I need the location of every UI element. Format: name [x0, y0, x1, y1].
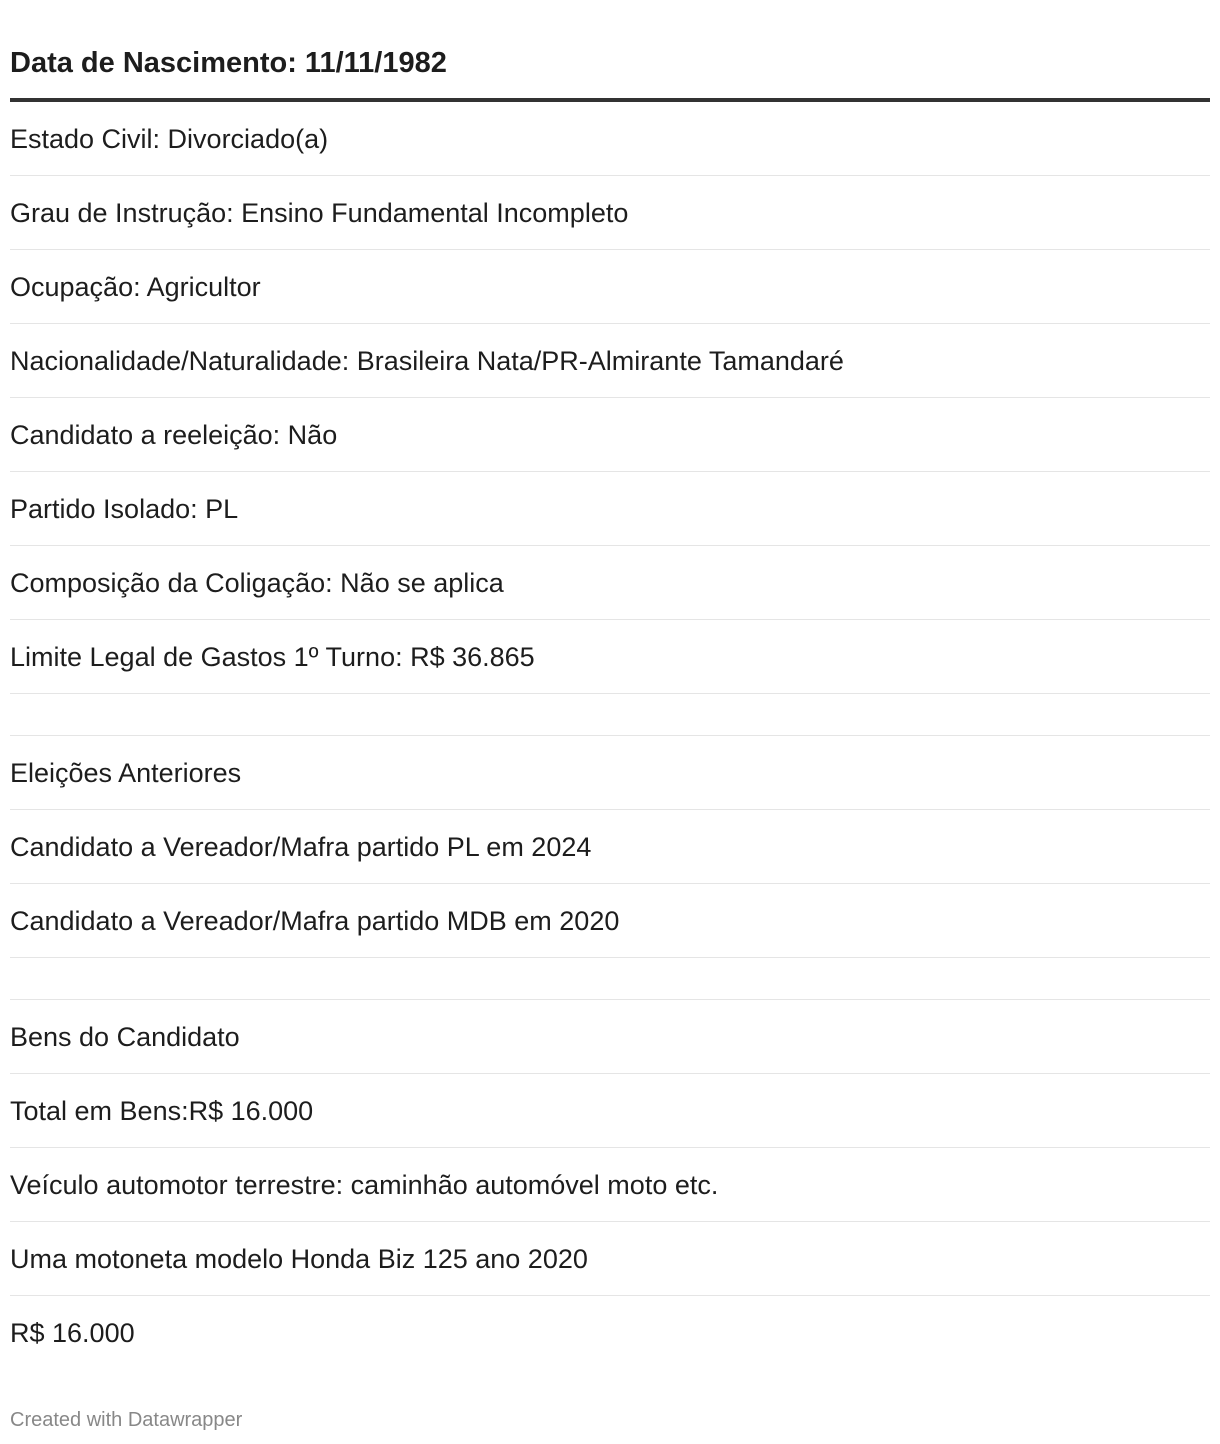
table-row	[10, 546, 1210, 620]
data-table	[10, 0, 1210, 1369]
table-row	[10, 1000, 1210, 1074]
table-row	[10, 102, 1210, 176]
table-cell: R$ 16.000	[10, 1317, 135, 1348]
table-row	[10, 736, 1210, 810]
table-cell: Nacionalidade/Naturalidade: Brasileira Nata/PR-Almirante Tamandaré	[10, 345, 844, 376]
table-header: Data de Nascimento: 11/11/1982	[10, 47, 447, 79]
table-cell: Partido Isolado: PL	[10, 493, 239, 524]
table-row-empty	[10, 694, 1210, 736]
table-row	[10, 620, 1210, 694]
table-cell: Composição da Coligação: Não se aplica	[10, 567, 504, 598]
table-row	[10, 1074, 1210, 1148]
table-cell: Bens do Candidato	[10, 1021, 240, 1052]
table-cell: Estado Civil: Divorciado(a)	[10, 123, 329, 154]
table-cell: Limite Legal de Gastos 1º Turno: R$ 36.865	[10, 641, 535, 672]
table-row	[10, 1222, 1210, 1296]
table-row	[10, 884, 1210, 958]
table-row	[10, 810, 1210, 884]
table-row	[10, 398, 1210, 472]
table-row	[10, 324, 1210, 398]
table-cell: Veículo automotor terrestre: caminhão automóvel moto etc.	[10, 1169, 719, 1200]
table-cell: Eleições Anteriores	[10, 757, 242, 788]
table-row	[10, 176, 1210, 250]
table-cell: Candidato a Vereador/Mafra partido PL em 2024	[10, 831, 592, 862]
table-cell: Grau de Instrução: Ensino Fundamental Incompleto	[10, 197, 629, 228]
table-row-empty	[10, 958, 1210, 1000]
table-row	[10, 472, 1210, 546]
table-cell: Uma motoneta modelo Honda Biz 125 ano 2020	[10, 1243, 588, 1274]
datawrapper-credit[interactable]: Created with Datawrapper	[10, 1409, 243, 1431]
table-row	[10, 1148, 1210, 1222]
table-cell: Total em Bens:R$ 16.000	[10, 1095, 314, 1126]
table-row	[10, 1296, 1210, 1369]
table-cell: Candidato a reeleição: Não	[10, 419, 338, 450]
table-row	[10, 250, 1210, 324]
table-cell: Ocupação: Agricultor	[10, 271, 261, 302]
table-cell: Candidato a Vereador/Mafra partido MDB em 2020	[10, 905, 620, 936]
table-header-row	[10, 0, 1210, 102]
